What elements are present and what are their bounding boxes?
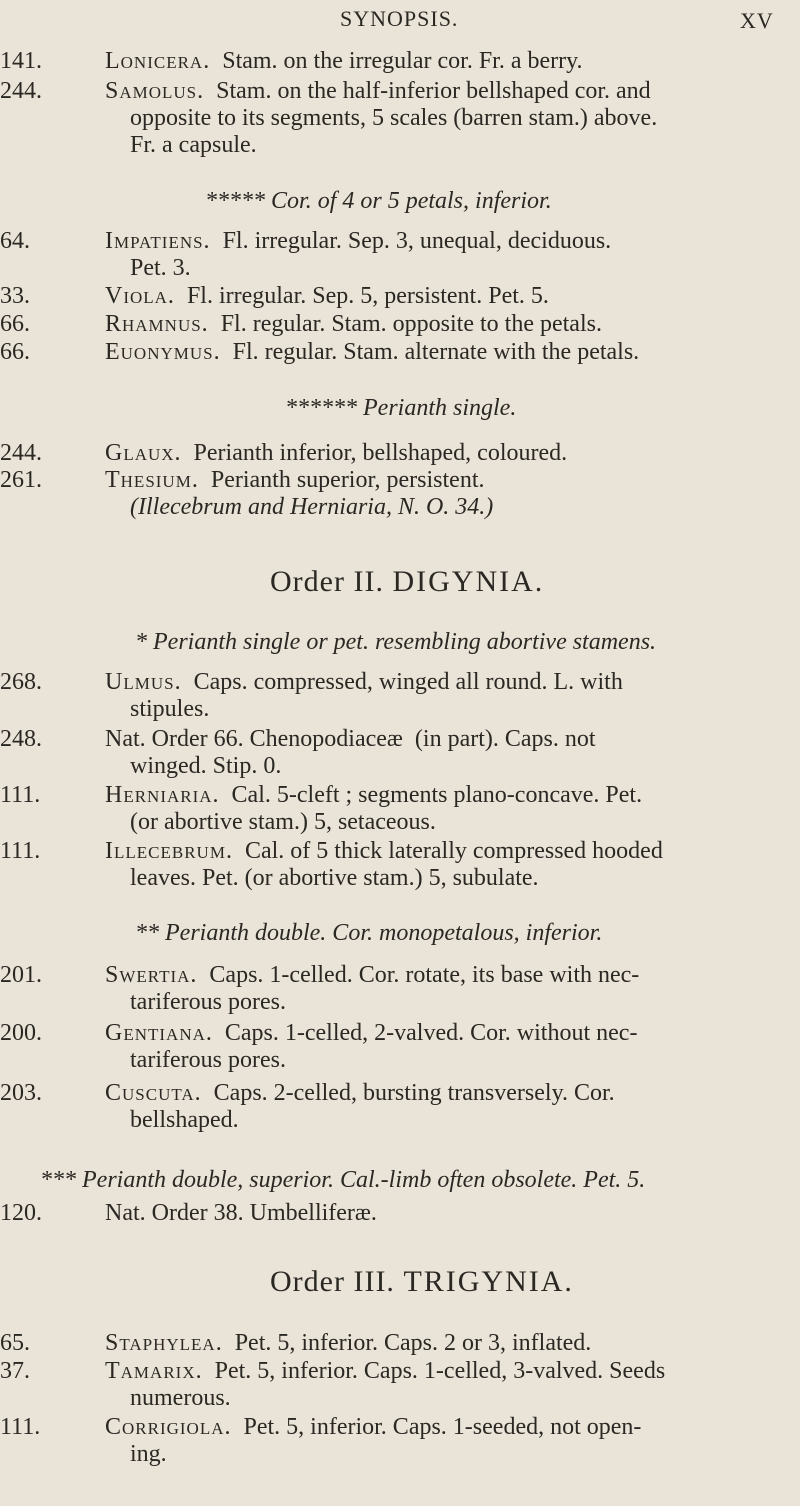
entry-text: Perianth inferior, bellshaped, coloured. [193,440,568,466]
entry-number: 201. [0,962,42,988]
entry-continuation: leaves. Pet. (or abortive stam.) 5, subulate. [130,865,539,891]
entry-text: Pet. 5, inferior. Caps. 1-seeded, not open- [243,1414,642,1440]
entry-number: 66. [0,339,30,365]
genus-name: Herniaria. [105,782,220,808]
entry-number: 268. [0,669,42,695]
entry-text: Fl. regular. Stam. alternate with the petals. [232,339,640,365]
entry-text: Stam. on the half-inferior bellshaped cor. and [216,78,651,104]
order-name: TRIGYNIA. [403,1265,574,1298]
entry-text: Pet. 5, inferior. Caps. 2 or 3, inflated. [234,1330,592,1356]
genus-name: Swertia. [105,962,198,988]
genus-name: Samolus. [105,78,205,104]
entry-number: 248. [0,726,42,752]
entry-number: 111. [0,838,41,864]
order-prefix: Order III. [270,1265,395,1298]
entry-continuation: (Illecebrum and Herniaria, N. O. 34.) [130,494,494,520]
entry-number: 37. [0,1358,30,1384]
genus-name: Lonicera. [105,48,211,74]
genus-name: Ulmus. [105,669,182,695]
entry-text: Caps. 2-celled, bursting transversely. Cor. [213,1080,615,1106]
order-reference: Nat. Order 66. Chenopodiaceæ [105,726,403,752]
genus-name: Euonymus. [105,339,221,365]
division-heading: *** Perianth double, superior. Cal.-limb often obsolete. Pet. 5. [40,1167,646,1193]
entry-text: Perianth superior, persistent. [210,467,485,493]
genus-name: Glaux. [105,440,182,466]
genus-name: Cuscuta. [105,1080,202,1106]
entry-number: 244. [0,440,42,466]
genus-name: Tamarix. [105,1358,203,1384]
division-heading: ***** Cor. of 4 or 5 petals, inferior. [205,188,552,214]
entry-continuation: ing. [130,1441,167,1467]
entry-number: 111. [0,1414,41,1440]
entry-continuation: Pet. 3. [130,255,191,281]
genus-name: Gentiana. [105,1020,213,1046]
order-name: DIGYNIA. [392,565,545,598]
entry-number: 141. [0,48,42,74]
genus-name: Viola. [105,283,175,309]
order-prefix: Order II. [270,565,384,598]
entry-number: 65. [0,1330,30,1356]
genus-name: Illecebrum. [105,838,233,864]
entry-text: Pet. 5, inferior. Caps. 1-celled, 3-valved. Seeds [214,1358,666,1384]
entry-continuation: bellshaped. [130,1107,239,1133]
entry-continuation: tariferous pores. [130,1047,286,1073]
entry-number: 203. [0,1080,42,1106]
genus-name: Impatiens. [105,228,211,254]
entry-number: 66. [0,311,30,337]
entry-continuation: Fr. a capsule. [130,132,257,158]
genus-name: Staphylea. [105,1330,223,1356]
page-header [0,6,800,36]
entry-number: 111. [0,782,41,808]
entry-continuation: winged. Stip. 0. [130,753,282,779]
running-head: SYNOPSIS. [340,6,459,31]
genus-name: Corrigiola. [105,1414,232,1440]
division-heading: ** Perianth double. Cor. monopetalous, inferior. [135,920,603,946]
entry-number: 120. [0,1200,42,1226]
entry-continuation: numerous. [130,1385,231,1411]
entry-text: Caps. compressed, winged all round. L. with [193,669,623,695]
division-heading: * Perianth single or pet. resembling abortive stamens. [135,629,657,655]
entry-continuation: tariferous pores. [130,989,286,1015]
entry-text: Caps. 1-celled. Cor. rotate, its base with nec- [209,962,640,988]
order-heading [270,565,544,599]
entry-text: Fl. irregular. Sep. 3, unequal, deciduous. [222,228,612,254]
order-reference: Nat. Order 38. Umbelliferæ. [105,1200,377,1226]
entry-text: Cal. 5-cleft ; segments plano-concave. Pet. [231,782,643,808]
entry-number: 33. [0,283,30,309]
entry-continuation: opposite to its segments, 5 scales (barren stam.) above. [130,105,658,131]
entry-text: Caps. 1-celled, 2-valved. Cor. without nec- [224,1020,638,1046]
entry-number: 261. [0,467,42,493]
entry-continuation: (or abortive stam.) 5, setaceous. [130,809,436,835]
entry-continuation: stipules. [130,696,210,722]
order-heading [270,1265,574,1299]
page-number: XV [740,8,774,33]
entry-text: Fl. regular. Stam. opposite to the petals. [220,311,602,337]
division-heading: ****** Perianth single. [285,395,517,421]
entry-number: 64. [0,228,30,254]
entry-text: (in part). Caps. not [414,726,596,752]
genus-name: Rhamnus. [105,311,209,337]
entry-text: Stam. on the irregular cor. Fr. a berry. [222,48,583,74]
entry-text: Fl. irregular. Sep. 5, persistent. Pet. 5. [186,283,549,309]
genus-name: Thesium. [105,467,199,493]
entry-number: 244. [0,78,42,104]
entry-text: Cal. of 5 thick laterally compressed hooded [244,838,663,864]
entry-number: 200. [0,1020,42,1046]
